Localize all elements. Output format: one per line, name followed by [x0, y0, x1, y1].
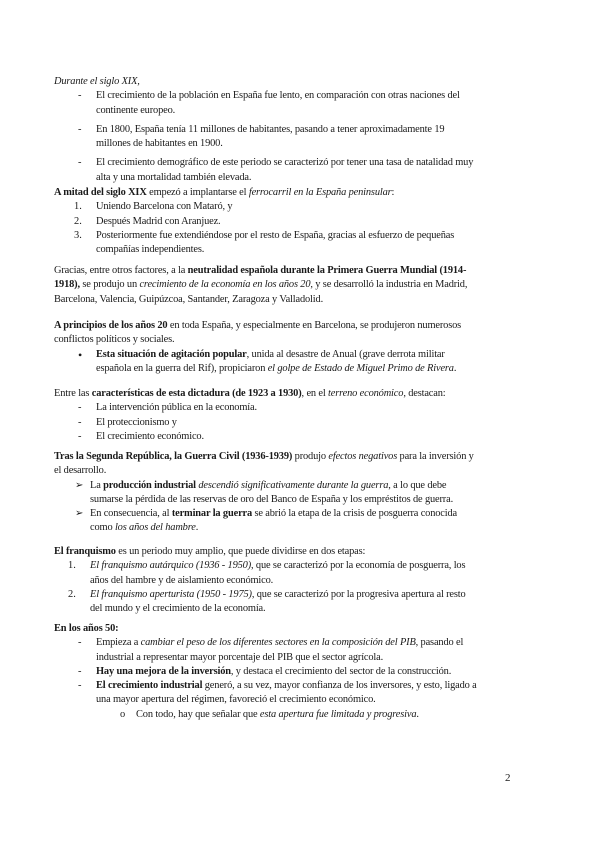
list-item-line — [0, 123, 600, 137]
italic-text: esta apertura fue limitada y progresiva — [259, 708, 417, 720]
dash-marker: - — [78, 90, 82, 102]
line-text — [96, 693, 376, 707]
italic-text: El franquismo aperturista (1950 - 1975) — [90, 588, 252, 600]
paragraph-line — [0, 450, 600, 464]
section-ferrocarril — [0, 186, 600, 257]
list-item-line — [0, 348, 600, 362]
bold-text: Hay una mejora de la inversión — [96, 665, 231, 677]
text-run: alta y una mortalidad también elevada. — [96, 171, 252, 183]
text-run: Posteriormente fue extendiéndose por el resto de España, gracias al esfuerzo de pequeñas — [96, 229, 455, 241]
text-run: En consecuencia, al — [90, 508, 172, 520]
line-text — [96, 651, 383, 665]
list-item-line — [0, 215, 600, 229]
line-text — [96, 137, 223, 151]
line-text — [96, 243, 204, 257]
line-text — [96, 200, 232, 214]
list-item-line — [0, 479, 600, 493]
text-run: En 1800, España tenía 11 millones de habitantes, pasando a tener aproximadamente 19 — [96, 123, 445, 135]
list-item-line — [0, 229, 600, 243]
text-run: Empieza a — [96, 637, 141, 649]
line-text — [90, 493, 453, 507]
dash-marker: - — [78, 430, 82, 442]
text-run: industrial a representar mayor porcentaje del PIB que el sector agrícola. — [96, 651, 384, 663]
section-anos-50 — [0, 622, 600, 722]
paragraph-line — [0, 293, 600, 307]
text-run: sumarse la pérdida de las reservas de oro del Banco de España y los empréstitos de guerra. — [90, 493, 454, 505]
paragraph-line — [0, 693, 600, 707]
section-franquismo — [0, 545, 600, 616]
line-text — [136, 708, 419, 722]
line-text — [96, 156, 473, 170]
line-text — [96, 430, 204, 444]
text-run: El crecimiento económico. — [96, 430, 204, 442]
text-run: , pasando el — [415, 637, 464, 649]
line-text — [90, 602, 265, 616]
bold-text: neutralidad española durante la Primera Guerra Mundial (1914- — [187, 265, 467, 276]
text-run: es un periodo muy amplio, que puede dividirse en dos etapas: — [115, 546, 366, 557]
section-guerra-civil — [0, 450, 600, 536]
bold-text: En los años 50: — [54, 623, 119, 634]
text-run: española en la guerra del Rif), propiciaron — [96, 362, 268, 374]
paragraph-line — [0, 651, 600, 665]
bold-text: El franquismo — [54, 546, 116, 557]
line-text — [96, 665, 451, 679]
list-number: 1. — [68, 560, 76, 572]
line-text — [54, 293, 323, 307]
list-item-line — [0, 559, 600, 573]
text-run: se produjo un — [79, 279, 140, 291]
line-text — [54, 450, 474, 464]
italic-text: cambiar el peso de los diferentes sectores en la composición del PIB — [140, 637, 416, 649]
italic-text: los años del hambre — [114, 522, 196, 534]
text-run: una mayor apertura del régimen, favoreció el crecimiento económico. — [96, 694, 376, 706]
list-item-line — [0, 507, 600, 521]
text-run: , que se caracterizó por la progresiva apertura al resto — [251, 588, 466, 600]
text-run: años del hambre y de aislamiento económico. — [90, 574, 274, 586]
paragraph-line — [0, 521, 600, 535]
text-run: produjo — [292, 451, 329, 462]
italic-text: crecimiento de la economía en los años 20 — [139, 279, 311, 291]
paragraph-line — [0, 278, 600, 292]
paragraph-line — [0, 319, 600, 333]
list-item-line — [0, 588, 600, 602]
line-text — [54, 264, 466, 278]
italic-text: terreno económico — [328, 388, 404, 399]
text-run: se abrió la etapa de la crisis de posguerra conocida — [252, 508, 458, 520]
paragraph-line — [0, 545, 600, 559]
list-item-line — [0, 401, 600, 415]
text-run: en toda España, y especialmente en Barcelona, se produjeron numerosos — [167, 320, 462, 331]
paragraph-line — [0, 387, 600, 401]
line-text — [90, 588, 466, 602]
text-run: como — [90, 522, 115, 534]
list-item-line — [0, 200, 600, 214]
italic-text: descendió significativamente durante la guerra — [198, 479, 389, 491]
text-run: conflictos políticos y sociales. — [54, 334, 175, 346]
text-run: Con todo, hay que señalar que — [136, 708, 260, 720]
text-run: generó, a su vez, mayor confianza de los inversores, y esto, ligado a — [202, 680, 477, 692]
paragraph-line — [0, 362, 600, 376]
italic-text: el golpe de Estado de Miguel Primo de Rivera — [267, 362, 454, 374]
dash-marker: - — [78, 416, 82, 428]
text-run: : — [391, 187, 395, 198]
line-text — [96, 89, 460, 103]
text-run: Después Madrid con Aranjuez. — [96, 215, 221, 227]
line-text — [96, 215, 221, 229]
list-number: 1. — [74, 201, 82, 213]
bold-text: Tras la Segunda República, la Guerra Civil (1936-1939) — [54, 451, 293, 462]
text-run: Gracias, entre otros factores, a la — [54, 265, 188, 276]
bold-text: terminar la guerra — [171, 508, 253, 520]
dash-marker: - — [78, 680, 82, 692]
list-item-line — [0, 89, 600, 103]
arrow-bullet-icon: ➢ — [75, 479, 84, 491]
line-text — [54, 545, 365, 559]
dash-marker: - — [78, 637, 82, 649]
line-text — [96, 104, 175, 118]
line-text — [54, 319, 461, 333]
text-run: , unida al desastre de Anual (grave derrota militar — [246, 348, 445, 360]
bold-text: 1918), — [54, 279, 80, 291]
text-run: continente europeo. — [96, 104, 176, 116]
line-text — [96, 171, 251, 185]
line-text — [96, 362, 456, 376]
paragraph-line — [0, 602, 600, 616]
text-run: El crecimiento demográfico de este periodo se caracterizó por tener una tasa de natalidad muy — [96, 157, 474, 169]
bold-text: Esta situación de agitación popular — [96, 348, 247, 360]
text-run: . — [416, 708, 419, 720]
text-run: el desarrollo. — [54, 465, 107, 477]
italic-text: El franquismo autárquico (1936 - 1950) — [90, 560, 252, 572]
line-text — [96, 401, 257, 415]
bold-text: producción industrial — [103, 479, 196, 491]
text-run: millones de habitantes en 1900. — [96, 138, 223, 150]
paragraph-line — [0, 243, 600, 257]
list-number: 2. — [68, 588, 76, 600]
text-run: , y se desarrolló la industria en Madrid, — [310, 279, 468, 291]
line-text — [90, 521, 198, 535]
text-run: compañías independientes. — [96, 244, 205, 256]
text-run: La — [90, 479, 104, 491]
line-text — [90, 479, 446, 493]
text-run: La intervención pública en la economía. — [96, 402, 257, 414]
bullet-marker: • — [78, 347, 83, 362]
text-run: , destacan: — [403, 388, 446, 399]
text-run: El proteccionismo y — [96, 416, 177, 428]
dash-marker: - — [78, 402, 82, 414]
page-number: 2 — [505, 772, 511, 784]
paragraph-line — [0, 104, 600, 118]
paragraph-line — [0, 171, 600, 185]
line-text — [96, 679, 477, 693]
dash-marker: - — [78, 665, 82, 677]
section-anos-20 — [0, 319, 600, 376]
text-run: para la inversión y — [397, 451, 474, 462]
list-item-line — [0, 156, 600, 170]
line-text — [90, 507, 457, 521]
paragraph-line — [0, 574, 600, 588]
paragraph-line — [0, 622, 600, 636]
text-run: . — [195, 522, 199, 534]
list-item-line — [0, 416, 600, 430]
paragraph-line — [0, 186, 600, 200]
text-run: empezó a implantarse el — [146, 187, 249, 198]
line-text — [96, 123, 444, 137]
list-item-line — [0, 679, 600, 693]
line-text — [96, 348, 445, 362]
circle-bullet-marker: o — [120, 708, 126, 720]
list-item-line — [0, 636, 600, 650]
line-text — [96, 229, 454, 243]
italic-text: ferrocarril en la España peninsular — [248, 187, 392, 198]
paragraph-line — [0, 333, 600, 347]
text-run: , que se caracterizó por la economía de posguerra, los — [251, 560, 466, 572]
text-run: Entre las — [54, 388, 92, 399]
line-text — [54, 186, 394, 200]
line-text — [96, 636, 463, 650]
bold-text: El crecimiento industrial — [96, 680, 203, 692]
bold-text: características de esta dictadura (de 1923 a 1930) — [91, 388, 302, 399]
section-siglo-xix — [0, 75, 600, 185]
dash-marker: - — [78, 123, 82, 135]
text-run: , en el — [301, 388, 329, 399]
paragraph-line — [0, 493, 600, 507]
text-run: Barcelona, Valencia, Guipúzcoa, Santander, Zaragoza y Valladolid. — [54, 293, 324, 305]
list-number: 3. — [74, 229, 82, 241]
list-item-line — [0, 665, 600, 679]
line-text — [96, 416, 177, 430]
paragraph-line — [0, 137, 600, 151]
line-text — [54, 278, 467, 292]
paragraph-line — [0, 464, 600, 478]
dash-marker: - — [78, 157, 82, 169]
line-text — [54, 333, 174, 347]
arrow-bullet-icon: ➢ — [75, 508, 84, 520]
text-run: del mundo y el crecimiento de la economía. — [90, 603, 266, 615]
list-item-line — [0, 430, 600, 444]
bold-text: A principios de los años 20 — [54, 320, 168, 331]
section-neutralidad — [0, 264, 600, 307]
line-text — [54, 75, 140, 89]
text-run: . — [453, 362, 457, 374]
italic-text: efectos negativos — [328, 451, 398, 462]
line-text — [54, 464, 106, 478]
text-run: El crecimiento de la población en España fue lento, en comparación con otras naciones del — [96, 90, 460, 102]
paragraph-line — [0, 75, 600, 89]
list-item-line — [0, 708, 600, 722]
line-text — [90, 574, 273, 588]
italic-text: Durante el siglo XIX, — [54, 76, 140, 87]
bold-text: A mitad del siglo XIX — [54, 187, 147, 198]
section-dictadura — [0, 387, 600, 444]
line-text — [90, 559, 465, 573]
text-run: , y destaca el crecimiento del sector de la construcción. — [230, 665, 452, 677]
line-text — [54, 622, 118, 636]
text-run: , a lo que debe — [388, 479, 447, 491]
text-run: Uniendo Barcelona con Mataró, y — [96, 201, 233, 213]
list-number: 2. — [74, 215, 82, 227]
paragraph-line — [0, 264, 600, 278]
line-text — [54, 387, 446, 401]
